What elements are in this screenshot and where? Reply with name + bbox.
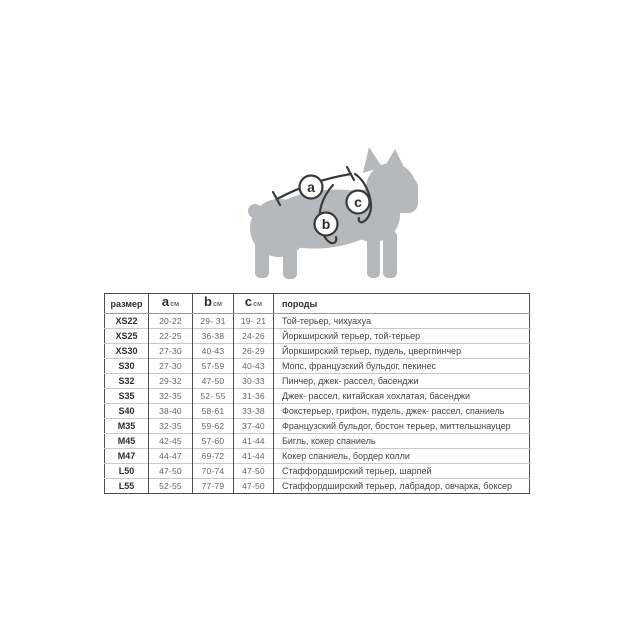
label-a: a [307,179,315,195]
c-cell: 41-44 [234,449,274,464]
table-row [105,314,530,329]
dog-silhouette [248,147,418,279]
size-cell: S30 [105,359,149,374]
b-cell: 36-38 [193,329,234,344]
breeds-cell: Той-терьер, чихуахуа [274,314,530,329]
breeds-cell: Йоркширский терьер, той-терьер [274,329,530,344]
size-cell: L55 [105,479,149,494]
size-cell: S35 [105,389,149,404]
breeds-cell: Стаффордширский терьер, шарпей [274,464,530,479]
size-cell: XS25 [105,329,149,344]
c-cell: 24-26 [234,329,274,344]
c-cell: 19- 21 [234,314,274,329]
size-cell: M45 [105,434,149,449]
c-cell: 41-44 [234,434,274,449]
b-cell: 40-43 [193,344,234,359]
b-cell: 58-61 [193,404,234,419]
c-cell: 47-50 [234,479,274,494]
col-header-breeds: породы [274,294,530,314]
b-cell: 57-59 [193,359,234,374]
b-cell: 70-74 [193,464,234,479]
a-cell: 22-25 [149,329,193,344]
a-cell: 38-40 [149,404,193,419]
size-cell: XS30 [105,344,149,359]
breeds-cell: Джек- рассел, китайская хохлатая, басенджи [274,389,530,404]
size-cell: XS22 [105,314,149,329]
size-cell: M35 [105,419,149,434]
size-table [104,293,530,494]
b-cell: 47-50 [193,374,234,389]
c-cell: 33-38 [234,404,274,419]
b-cell: 59-62 [193,419,234,434]
table-row [105,329,530,344]
breeds-cell: Пинчер, джек- рассел, басенджи [274,374,530,389]
b-cell: 29- 31 [193,314,234,329]
breeds-cell: Бигль, кокер спаниель [274,434,530,449]
a-cell: 32-35 [149,419,193,434]
size-cell: M47 [105,449,149,464]
b-cell: 57-60 [193,434,234,449]
size-cell: S32 [105,374,149,389]
col-header-c: cсм [234,294,274,314]
table-row [105,464,530,479]
col-header-a: aсм [149,294,193,314]
a-cell: 32-35 [149,389,193,404]
table-row [105,389,530,404]
c-cell: 37-40 [234,419,274,434]
col-header-b: bсм [193,294,234,314]
a-cell: 20-22 [149,314,193,329]
b-cell: 52- 55 [193,389,234,404]
label-c: c [354,194,362,210]
breeds-cell: Йоркширский терьер, пудель, цвергпинчер [274,344,530,359]
table-header-row [105,294,530,314]
size-cell: L50 [105,464,149,479]
a-cell: 42-45 [149,434,193,449]
breeds-cell: Стаффордширский терьер, лабрадор, овчарка, боксер [274,479,530,494]
table-row [105,449,530,464]
label-b: b [321,216,331,232]
table-row [105,404,530,419]
c-cell: 30-33 [234,374,274,389]
b-cell: 69-72 [193,449,234,464]
table-row [105,359,530,374]
b-cell: 77-79 [193,479,234,494]
table-row [105,434,530,449]
c-cell: 31-36 [234,389,274,404]
table-row [105,419,530,434]
a-cell: 52-55 [149,479,193,494]
breeds-cell: Французский бульдог, бостон терьер, миттельшнауцер [274,419,530,434]
c-cell: 47-50 [234,464,274,479]
breeds-cell: Мопс, французский бульдог, пекинес [274,359,530,374]
table-row [105,374,530,389]
a-cell: 29-32 [149,374,193,389]
table-row [105,479,530,494]
a-cell: 27-30 [149,359,193,374]
a-cell: 47-50 [149,464,193,479]
a-cell: 44-47 [149,449,193,464]
breeds-cell: Фокстерьер, грифон, пудель, джек- рассел, спаниель [274,404,530,419]
size-cell: S40 [105,404,149,419]
c-cell: 26-29 [234,344,274,359]
table-row [105,344,530,359]
a-cell: 27-30 [149,344,193,359]
col-header-size: размер [105,294,149,314]
c-cell: 40-43 [234,359,274,374]
breeds-cell: Кокер спаниель, бордер колли [274,449,530,464]
dog-measurement-diagram [195,125,460,290]
